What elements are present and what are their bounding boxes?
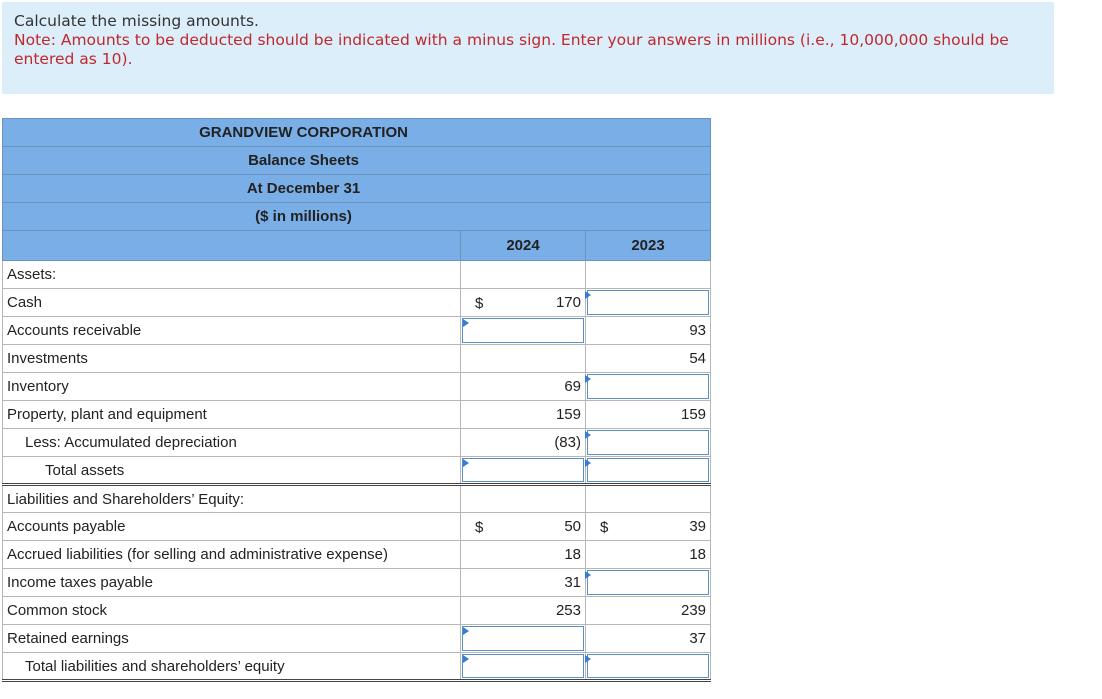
income-taxes-2023-input[interactable] (587, 570, 709, 595)
investments-2023-value: 54 (689, 350, 707, 367)
input-marker-icon (585, 459, 591, 467)
accounts-receivable-2023-value: 93 (689, 322, 707, 339)
row-label-total-assets: Total assets (3, 457, 461, 485)
accumulated-depreciation-2023-input[interactable] (587, 430, 709, 455)
total-assets-2023-input[interactable] (587, 458, 709, 482)
row-label-common-stock: Common stock (3, 597, 461, 625)
input-marker-icon (585, 431, 591, 439)
company-name: GRANDVIEW CORPORATION (3, 119, 711, 147)
income-taxes-2024-value: 31 (564, 574, 581, 591)
input-marker-icon (463, 319, 469, 327)
accounts-payable-2023-value: 39 (689, 518, 707, 535)
table-row (3, 625, 711, 653)
row-label-income-taxes-payable: Income taxes payable (3, 569, 461, 597)
ppe-2023-value: 159 (681, 406, 707, 423)
table-row (3, 541, 711, 569)
cash-2024-value: 170 (555, 294, 581, 311)
table-row (3, 569, 711, 597)
accounts-receivable-2024-input[interactable] (462, 318, 584, 343)
table-row (3, 457, 711, 485)
accrued-liabilities-2024-value: 18 (564, 546, 581, 563)
table-row (3, 289, 711, 317)
total-assets-2024-input[interactable] (462, 458, 584, 482)
instruction-note: Note: Amounts to be deducted should be indicated with a minus sign. Enter your answers in millions (i.e., 10,000,000 should be entered as 10). (14, 31, 1009, 68)
input-marker-icon (585, 571, 591, 579)
column-header-2024: 2024 (461, 231, 586, 261)
input-marker-icon (463, 655, 469, 663)
assets-heading: Assets: (3, 261, 461, 289)
total-liabilities-equity-2024-input[interactable] (462, 654, 584, 678)
liabilities-heading: Liabilities and Shareholders’ Equity: (3, 485, 461, 513)
row-label-total-liabilities-equity: Total liabilities and shareholders’ equity (3, 653, 461, 681)
accrued-liabilities-2023-value: 18 (689, 546, 707, 563)
input-marker-icon (463, 459, 469, 467)
dollar-sign: $ (475, 519, 484, 536)
accumulated-depreciation-2024-value: (83) (554, 434, 581, 451)
row-label-accounts-receivable: Accounts receivable (3, 317, 461, 345)
input-marker-icon (585, 291, 591, 299)
cash-2023-input[interactable] (587, 290, 709, 315)
accounts-payable-2024-value: 50 (564, 518, 581, 535)
input-marker-icon (585, 375, 591, 383)
common-stock-2024-value: 253 (555, 602, 581, 619)
total-liabilities-equity-2023-input[interactable] (587, 654, 709, 678)
row-label-accrued-liabilities: Accrued liabilities (for selling and administrative expense) (3, 541, 461, 569)
table-row (3, 345, 711, 373)
table-row (3, 401, 711, 429)
input-marker-icon (463, 627, 469, 635)
inventory-2024-value: 69 (564, 378, 581, 395)
table-row (3, 597, 711, 625)
row-label-inventory: Inventory (3, 373, 461, 401)
row-label-cash: Cash (3, 289, 461, 317)
row-label-retained-earnings: Retained earnings (3, 625, 461, 653)
row-label-investments: Investments (3, 345, 461, 373)
table-row (3, 653, 711, 681)
balance-sheet-table (2, 118, 711, 682)
table-row (3, 429, 711, 457)
instruction-text: Calculate the missing amounts. (14, 12, 259, 30)
retained-earnings-2023-value: 37 (689, 630, 707, 647)
dollar-sign: $ (600, 519, 609, 536)
table-row (3, 317, 711, 345)
dollar-sign: $ (475, 295, 484, 312)
header-blank (3, 231, 461, 261)
common-stock-2023-value: 239 (681, 602, 707, 619)
row-label-ppe: Property, plant and equipment (3, 401, 461, 429)
statement-title: Balance Sheets (3, 147, 711, 175)
inventory-2023-input[interactable] (587, 374, 709, 399)
instructions-panel (2, 2, 1054, 94)
row-label-accumulated-depreciation: Less: Accumulated depreciation (3, 429, 461, 457)
input-marker-icon (585, 655, 591, 663)
column-header-2023: 2023 (586, 231, 711, 261)
statement-date: At December 31 (3, 175, 711, 203)
ppe-2024-value: 159 (555, 406, 581, 423)
retained-earnings-2024-input[interactable] (462, 626, 584, 651)
statement-units: ($ in millions) (3, 203, 711, 231)
table-row (3, 513, 711, 541)
row-label-accounts-payable: Accounts payable (3, 513, 461, 541)
table-row (3, 373, 711, 401)
